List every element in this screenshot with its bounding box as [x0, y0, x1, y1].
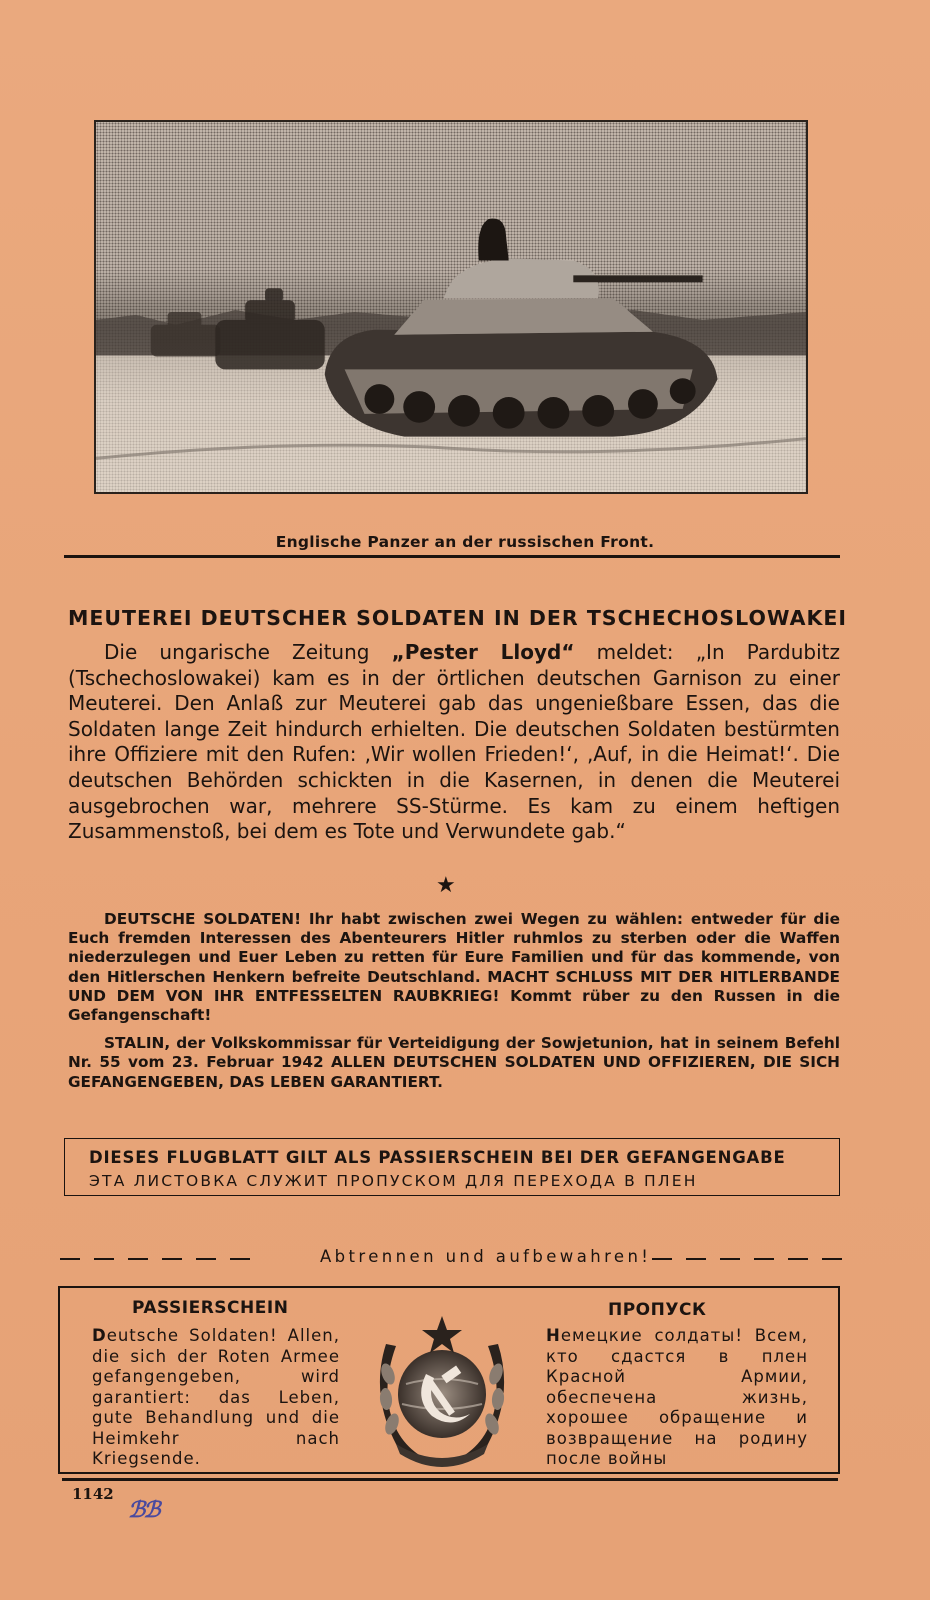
cut-dash	[162, 1258, 182, 1260]
russian-pass-title: ПРОПУСК	[608, 1300, 707, 1320]
german-pass-initial: D	[92, 1326, 107, 1345]
cut-line	[60, 1247, 850, 1271]
cut-dash	[196, 1258, 216, 1260]
divider-rule	[64, 555, 840, 558]
soviet-emblem-icon	[366, 1304, 518, 1472]
appeal-block	[68, 910, 840, 1101]
cut-dash	[94, 1258, 114, 1260]
cut-dash	[60, 1258, 80, 1260]
german-pass-body: eutsche Soldaten! Allen, die sich der Roten Armee gefangengeben, wird garantiert: das Leben, gute Behandlung und die Heimkehr nach Kriegsende.	[92, 1326, 340, 1468]
article-intro: Die ungarische Zeitung	[104, 640, 392, 664]
article-headline: MEUTEREI DEUTSCHER SOLDATEN IN DER TSCHECHOSLOWAKEI	[68, 606, 848, 630]
tank-photo-illustration	[96, 122, 806, 492]
photo-caption: Englische Panzer an der russischen Front.	[275, 533, 655, 551]
cut-instruction: Abtrennen und aufbewahren!	[320, 1247, 652, 1266]
passierschein-coupon	[58, 1286, 840, 1474]
star-separator: ★	[436, 873, 456, 898]
serial-number: 1142	[72, 1485, 114, 1503]
russian-pass-text	[546, 1326, 808, 1470]
pass-notice-box	[64, 1138, 840, 1196]
russian-pass-body: емецкие солдаты! Всем, кто сдастся в плен Красной Армии, обеспечена жизнь, хорошее обращение и возвращение на родину после войны	[546, 1326, 808, 1468]
cut-dash	[822, 1258, 842, 1260]
bottom-rule	[62, 1478, 838, 1481]
pass-notice-russian: ЭТА ЛИСТОВКА СЛУЖИТ ПРОПУСКОМ ДЛЯ ПЕРЕХОДА В ПЛЕН	[89, 1172, 698, 1190]
pass-notice-german: DIESES FLUGBLATT GILT ALS PASSIERSCHEIN BEI DER GEFANGENGABE	[89, 1148, 786, 1167]
german-pass-title: PASSIERSCHEIN	[132, 1298, 289, 1318]
appeal-paragraph-2: STALIN, der Volkskommissar für Verteidigung der Sowjetunion, hat in seinem Befehl Nr. 55 vom 23. Februar 1942 ALLEN DEUTSCHEN SOLDATEN UND OFFIZIEREN, DIE SICH GEFANGENGEBEN, DAS LEBEN GARANTIERT.	[68, 1034, 840, 1091]
cut-dash	[128, 1258, 148, 1260]
cut-dash	[788, 1258, 808, 1260]
article-body	[68, 640, 840, 845]
russian-pass-initial: Н	[546, 1326, 561, 1345]
cut-dash	[686, 1258, 706, 1260]
cut-dash	[754, 1258, 774, 1260]
german-pass-text	[92, 1326, 340, 1470]
article-text: meldet: „In Pardubitz (Tschechoslowakei) kam es in der örtlichen deutschen Garnison zu einer Meuterei. Den Anlaß zur Meuterei gab das ungenießbare Essen, das die Soldaten lange Zeit hindurch erhielten. Die deutschen Soldaten bestürmten ihre Offiziere mit den Rufen: ‚Wir wollen Frieden!‘, ‚Auf, in die Heimat!‘. Die deutschen Behörden schickten in die Kasernen, in denen die Meuterei ausgebrochen war, mehrere SS-Stürme. Es kam zu einem heftigen Zusammenstoß, bei dem es Tote und Verwundete gab.“	[68, 640, 841, 844]
tank-photo	[94, 120, 808, 494]
ink-stamp: ℬℬ	[128, 1497, 159, 1523]
cut-dash	[652, 1258, 672, 1260]
newspaper-name: „Pester Lloyd“	[391, 640, 575, 664]
cut-dash	[230, 1258, 250, 1260]
appeal-paragraph-1: DEUTSCHE SOLDATEN! Ihr habt zwischen zwei Wegen zu wählen: entweder für die Euch fremden Interessen des Abenteurers Hitler ruhmlos zu sterben oder die Waffen niederzulegen und Euer Leben zu retten für Eure Familien und für das kommende, von den Hitlerschen Henkern befreite Deutschland. MACHT SCHLUSS MIT DER HITLERBANDE UND DEM VON IHR ENTFESSELTEN RAUBKRIEG! Kommt rüber zu den Russen in die Gefangenschaft!	[68, 910, 840, 1025]
cut-dash	[720, 1258, 740, 1260]
